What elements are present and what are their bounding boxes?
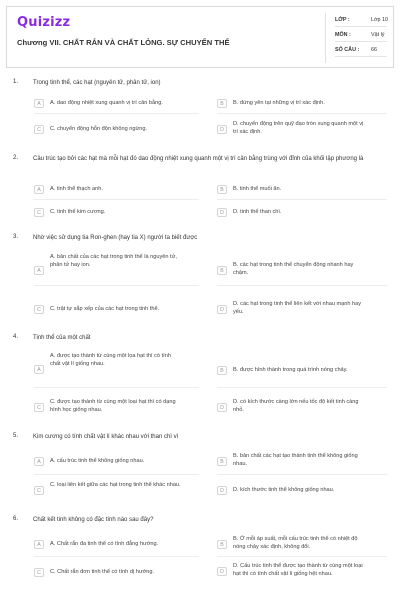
- option-divider: [34, 113, 199, 114]
- option-text: D. Cấu trúc tinh thể được tạo thành từ cùng một loại hạt thì có tính chất vật lí giống hệt nhau.: [233, 563, 363, 577]
- option-divider: [217, 285, 387, 286]
- option-divider: [34, 556, 199, 557]
- meta-label: SỐ CÂU :: [335, 47, 360, 53]
- option-text: A. cấu trúc tinh thể không giống nhau.: [50, 458, 145, 464]
- meta-label: LỚP :: [335, 17, 350, 23]
- option-text: A. bản chất của các hạt trong tinh thể là nguyên tử, phân tử hay ion.: [50, 254, 177, 268]
- option-letter: B: [217, 99, 227, 108]
- option-letter: B: [217, 366, 227, 375]
- option-text: A. dao động nhiệt xung quanh vị trí cân bằng.: [50, 100, 163, 106]
- option-divider: [217, 113, 387, 114]
- option-letter: D: [217, 208, 227, 217]
- worksheet-header: [6, 6, 394, 68]
- option-letter: B: [217, 185, 227, 194]
- question-text: Nhờ việc sử dụng tia Ron-ghen (hay tia X) người ta biết được: [33, 235, 198, 241]
- option-letter: A: [34, 185, 44, 194]
- question-text: Kim cương có tính chất vật lí khác nhau với than chì vì: [33, 434, 179, 440]
- meta-label: MÔN :: [335, 32, 351, 38]
- option-text: B. bản chất các hạt tạo thành tinh thể không giống nhau.: [233, 453, 358, 467]
- worksheet-title: Chương VII. CHẤT RẮN VÀ CHẤT LỎNG. SỰ CHUYỂN THỂ: [17, 38, 230, 47]
- option-divider: [34, 474, 199, 475]
- option-letter: A: [34, 266, 44, 275]
- option-letter: D: [217, 486, 227, 495]
- option-letter: A: [34, 540, 44, 549]
- option-letter: C: [34, 486, 44, 495]
- question-number: 6.: [13, 516, 19, 522]
- option-text: C. Chất rắn đơn tinh thể có tính dị hướng.: [50, 569, 155, 575]
- question-number: 1.: [13, 79, 19, 85]
- option-text: C. trật tự sắp xếp của các hạt trong tinh thể.: [50, 306, 160, 312]
- option-text: A. tinh thể thạch anh.: [50, 186, 103, 192]
- option-text: A. được tạo thành từ cùng một lọa hạt thì có tính chất vật lí giống nhau.: [50, 353, 171, 367]
- meta-value: Vật lý: [371, 32, 385, 38]
- option-letter: A: [34, 457, 44, 466]
- question-text: Tinh thể của một chất: [33, 335, 91, 341]
- option-divider: [34, 387, 199, 388]
- option-text: B. tinh thể muối ăn.: [233, 186, 282, 192]
- option-text: C. tinh thể kim cương.: [50, 209, 106, 215]
- option-letter: D: [217, 305, 227, 314]
- question-text: Câu trúc tạo bởi các hạt mà mỗi hạt đó dao động nhiệt xung quanh một vị trí cân bằng trùng với đỉnh của khối lập phương là: [33, 156, 364, 162]
- option-letter: C: [34, 568, 44, 577]
- option-divider: [34, 285, 199, 286]
- meta-value: Lớp 10: [371, 17, 389, 23]
- question-number: 2.: [13, 155, 19, 161]
- option-letter: D: [217, 125, 227, 134]
- option-text: C. được tạo thành từ cùng một loại hạt thì có dạng hình học giống nhau.: [50, 399, 176, 413]
- option-text: A. Chất rắn đa tinh thể có tính đẳng hướng.: [50, 541, 159, 547]
- quizizz-logo: Quizizz: [17, 15, 71, 30]
- option-divider: [217, 199, 387, 200]
- option-text: C. chuyển động hỗn độn không ngừng.: [50, 126, 148, 132]
- question-number: 4.: [13, 334, 19, 340]
- option-text: D. các hạt trong tinh thể liên kết với nhau mạnh hay yếu.: [233, 301, 362, 315]
- option-text: D. chuyển động trên quỹ đạo tròn xung quanh một vị trí xác định.: [233, 121, 364, 135]
- option-text: B. được hình thành trong quá trình nóng chảy.: [233, 367, 348, 373]
- option-text: B. đứng yên tại những vị trí xác định.: [233, 100, 325, 106]
- option-text: D. tinh thể than chì.: [233, 209, 282, 215]
- option-text: B. Ở mỗi áp suất, mỗi cấu trúc tinh thể có nhiệt độ nóng chảy xác định, không đổi.: [233, 536, 358, 550]
- meta-underline: [335, 56, 387, 57]
- option-letter: B: [217, 540, 227, 549]
- question-text: Trong tinh thể, các hạt (nguyên tử, phân tử, ion): [33, 80, 161, 86]
- question-number: 3.: [13, 234, 19, 240]
- option-letter: D: [217, 403, 227, 412]
- option-divider: [217, 387, 387, 388]
- option-letter: C: [34, 403, 44, 412]
- option-divider: [34, 199, 199, 200]
- question-number: 5.: [13, 433, 19, 439]
- option-text: C. loại liên kết giữa các hạt trong tinh thể khác nhau.: [50, 482, 181, 488]
- option-letter: B: [217, 266, 227, 275]
- option-letter: A: [34, 365, 44, 374]
- option-divider: [217, 474, 387, 475]
- option-text: D. có kích thước càng lớn nếu tốc độ kết tinh càng nhỏ.: [233, 399, 359, 413]
- option-divider: [217, 556, 387, 557]
- option-letter: C: [34, 125, 44, 134]
- header-divider: [325, 13, 326, 63]
- option-letter: A: [34, 99, 44, 108]
- option-text: B. các hạt trong tinh thể chuyển động nhanh hay chậm.: [233, 262, 354, 276]
- meta-value: 66: [371, 47, 377, 53]
- option-letter: D: [217, 567, 227, 576]
- meta-underline: [335, 26, 387, 27]
- option-letter: C: [34, 208, 44, 217]
- option-text: D. kích thước tinh thể không giống nhau.: [233, 487, 335, 493]
- option-letter: B: [217, 457, 227, 466]
- question-text: Chất kết tinh không có đặc tính nào sau đây?: [33, 517, 154, 523]
- meta-underline: [335, 41, 387, 42]
- option-letter: C: [34, 305, 44, 314]
